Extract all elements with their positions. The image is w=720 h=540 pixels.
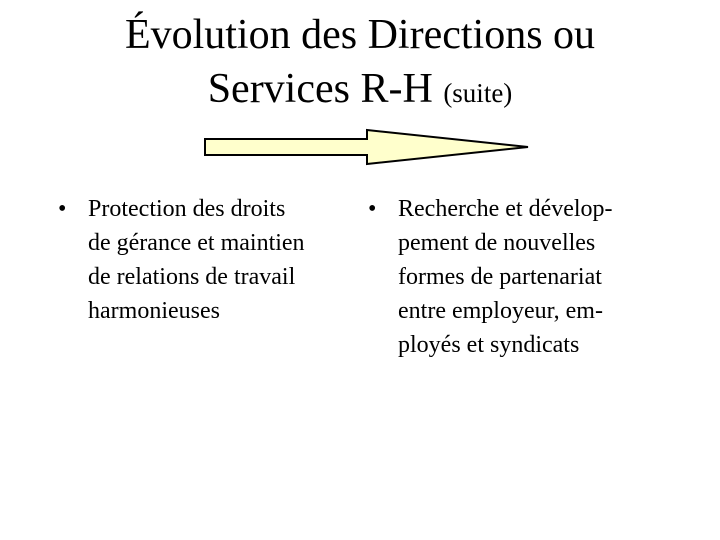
- left-bullet-line: de relations de travail: [88, 264, 296, 290]
- right-bullet-line: Recherche et dévelop-: [398, 196, 613, 222]
- slide-title: [0, 8, 720, 120]
- right-bullet-line: pement de nouvelles: [398, 230, 596, 256]
- title-line-2-main: Services R-H: [207, 66, 444, 112]
- left-bullet-line: Protection des droits: [88, 196, 286, 222]
- left-bullet-text: [88, 192, 358, 328]
- left-bullet-line: harmonieuses: [88, 298, 220, 324]
- right-bullet-line: ployés et syndicats: [398, 332, 580, 358]
- right-arrow-icon: [202, 126, 532, 166]
- title-line-2-suffix: (suite): [443, 78, 513, 108]
- left-column: [58, 192, 358, 328]
- bullet-dot: •: [368, 196, 377, 222]
- left-bullet-item: [58, 192, 358, 328]
- right-column: [368, 192, 668, 362]
- left-bullet-line: de gérance et maintien: [88, 230, 305, 256]
- title-line-2: [0, 62, 720, 120]
- right-bullet-line: formes de partenariat: [398, 264, 602, 290]
- right-bullet-line: entre employeur, em-: [398, 298, 603, 324]
- right-bullet-item: [368, 192, 668, 362]
- right-bullet-text: [398, 192, 668, 362]
- arrow-shape: [205, 130, 528, 164]
- bullet-dot: •: [58, 196, 67, 222]
- title-line-1: Évolution des Directions ou: [124, 12, 596, 58]
